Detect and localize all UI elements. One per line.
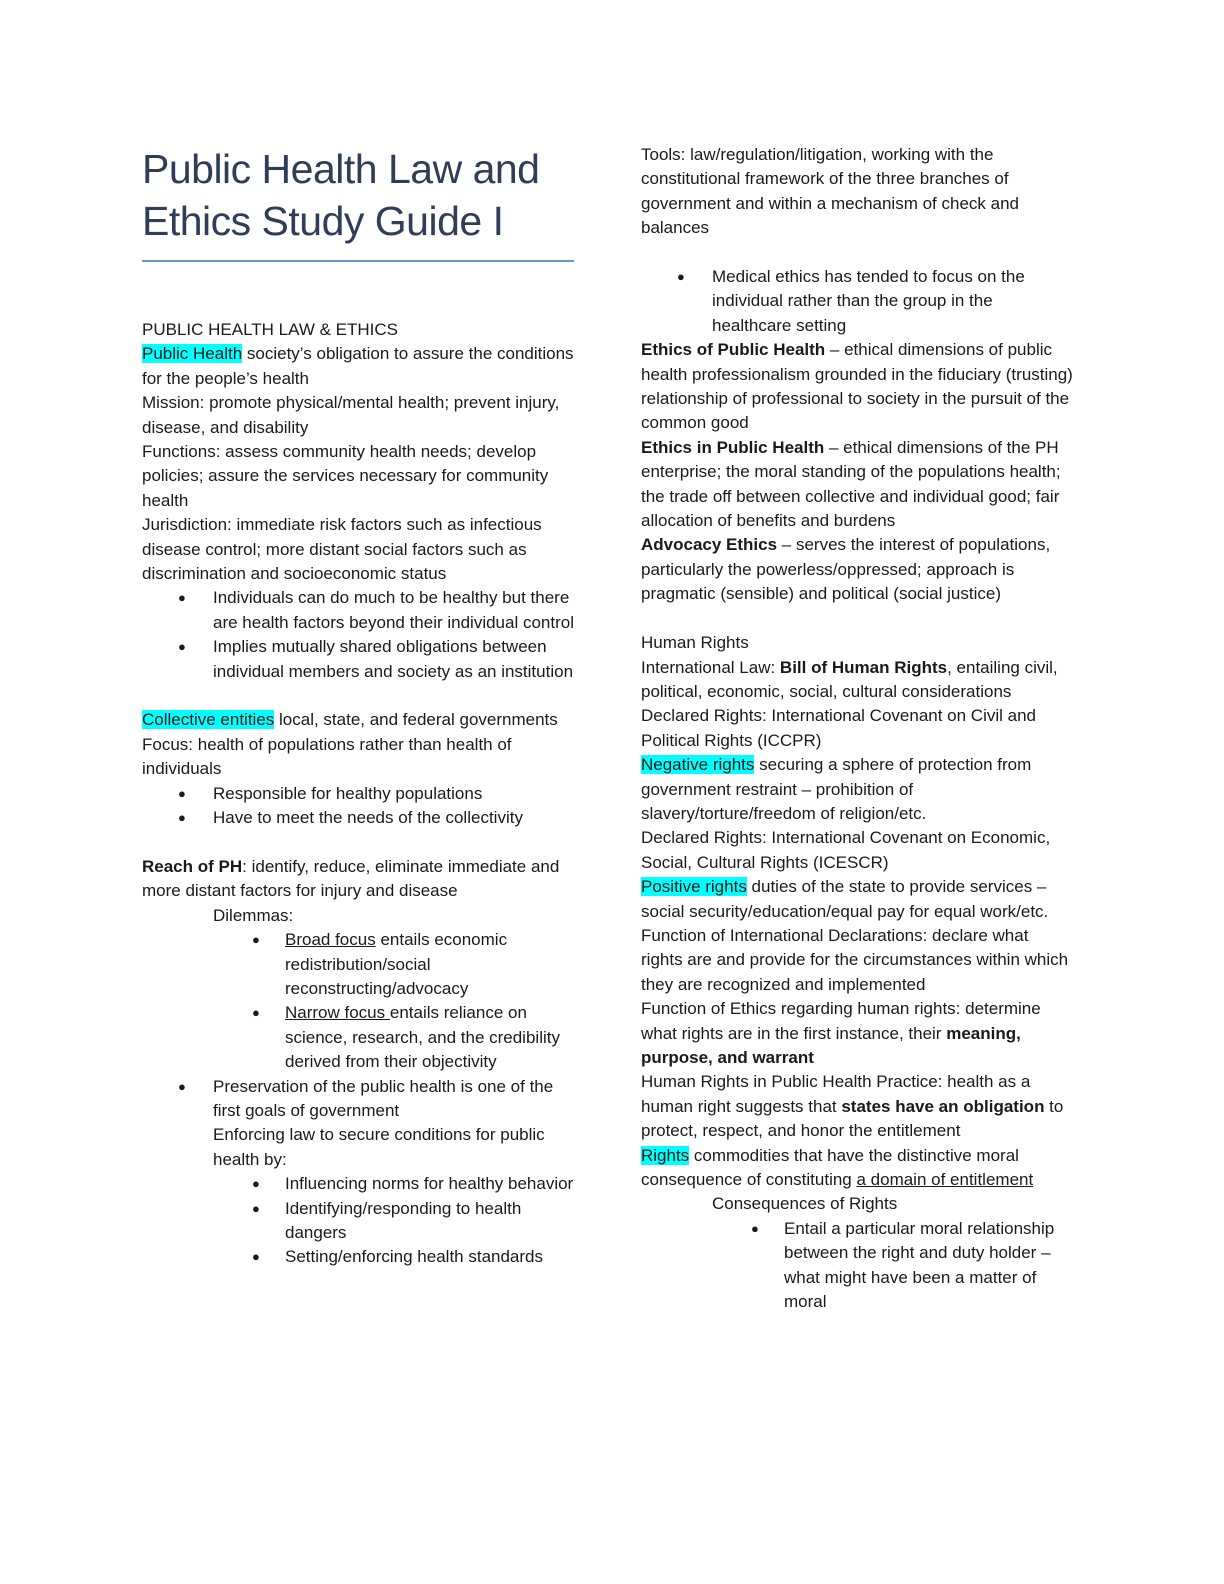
dilemma-bullets — [142, 928, 574, 1074]
dilemmas-label: Dilemmas: — [213, 905, 294, 925]
right-column — [641, 0, 1073, 1314]
list-item: ● Responsible for healthy populations — [142, 782, 574, 806]
focus-text: Focus: health of populations rather than health of individuals — [142, 734, 512, 779]
tools-text: Tools: law/regulation/litigation, working with the constitutional framework of the three branches of government and within a mechanism of check and balances — [641, 145, 1019, 238]
bullet-icon: ● — [178, 639, 186, 655]
section-heading: PUBLIC HEALTH LAW & ETHICS — [142, 320, 398, 339]
bullet-icon: ● — [178, 810, 186, 826]
rights-term: Rights — [641, 1145, 690, 1165]
list-item: ● Individuals can do much to be healthy but there are health factors beyond their individual control — [178, 588, 574, 632]
ethics-of-public-health-definition: Ethics of Public Health – ethical dimensions of public health professionalism grounded in the fiduciary (trusting) relationship of professional to society in the pursuit of the common good — [641, 340, 1073, 433]
negative-rights-definition: Negative rights securing a sphere of protection from government restraint – prohibition of slavery/torture/freedom of religion/etc. — [641, 755, 1032, 823]
collective-bullets — [142, 782, 574, 831]
human-rights-heading: Human Rights — [641, 633, 749, 653]
list-item: ● Broad focus entails economic redistribution/social reconstructing/advocacy — [252, 930, 508, 998]
bullet-icon: ● — [252, 1005, 260, 1021]
bullet-icon: ● — [751, 1220, 759, 1236]
bullet-icon: ● — [252, 1200, 260, 1216]
bullet-icon: ● — [252, 932, 260, 948]
jurisdiction-text: Jurisdiction: immediate risk factors such as infectious disease control; more distant social factors such as discrimination and socioeconomic status — [142, 515, 542, 584]
left-column — [142, 0, 574, 1270]
function-ethics-text: Function of Ethics regarding human rights: determine what rights are in the first instance, their meaning, purpose, and warrant — [641, 999, 1041, 1067]
list-item: ● Identifying/responding to health dangers — [252, 1198, 522, 1242]
ethics-in-public-health-definition: Ethics in Public Health – ethical dimensions of the PH enterprise; the moral standing of the populations health; the trade off between collective and individual good; fair allocation of benefits and burdens — [641, 437, 1061, 531]
collective-entities-definition: Collective entities local, state, and federal governments — [142, 710, 558, 730]
function-declarations-text: Function of International Declarations: declare what rights are and provide for the circumstances within which they are recognized and implemented — [641, 925, 1069, 994]
document-title: Public Health Law and Ethics Study Guide I — [142, 146, 540, 244]
declared-rights-iccpr: Declared Rights: International Covenant on Civil and Political Rights (ICCPR) — [641, 706, 1037, 750]
medical-ethics-bullets — [641, 265, 1073, 338]
list-item: ● Narrow focus entails reliance on science, research, and the credibility derived from their objectivity — [252, 1003, 560, 1072]
rights-definition: Rights commodities that have the distinctive moral consequence of constituting a domain of entitlement — [641, 1145, 1034, 1190]
individual-bullets — [142, 586, 574, 684]
enforcing-bullets — [142, 1172, 574, 1270]
declared-rights-icescr: Declared Rights: International Covenant on Economic, Social, Cultural Rights (ICESCR) — [641, 828, 1051, 872]
collective-entities-term: Collective entities — [142, 710, 275, 730]
bullet-icon: ● — [252, 1176, 260, 1192]
list-item: ● Entail a particular moral relationship between the right and duty holder – what might have been a matter of moral — [751, 1218, 1055, 1312]
list-item: ● Implies mutually shared obligations between individual members and society as an institution — [178, 637, 574, 681]
public-health-term: Public Health — [142, 344, 243, 364]
consequences-label: Consequences of Rights — [712, 1194, 898, 1214]
positive-rights-definition: Positive rights duties of the state to provide services – social security/education/equal pay for equal work/etc. — [641, 877, 1049, 921]
bullet-icon: ● — [677, 269, 685, 285]
bullet-icon: ● — [178, 1078, 186, 1094]
reach-of-ph-definition: Reach of PH: identify, reduce, eliminate immediate and more distant factors for injury and disease — [142, 856, 560, 901]
public-health-definition: Public Health society’s obligation to assure the conditions for the people’s health — [142, 344, 574, 388]
enforcing-text: Enforcing law to secure conditions for public health by: — [213, 1125, 545, 1169]
consequences-bullets — [641, 1217, 1073, 1315]
advocacy-ethics-definition: Advocacy Ethics – serves the interest of populations, particularly the powerless/oppressed; approach is pragmatic (sensible) and political (social justice) — [641, 535, 1051, 604]
preservation-bullets — [142, 1075, 574, 1124]
human-rights-practice-text: Human Rights in Public Health Practice: health as a human right suggests that states have an obligation to protect, respect, and honor the entitlement — [641, 1072, 1064, 1141]
list-item: ● Have to meet the needs of the collectivity — [142, 806, 574, 830]
bullet-icon: ● — [252, 1249, 260, 1265]
list-item: ● Preservation of the public health is one of the first goals of government — [178, 1076, 554, 1120]
reach-of-ph-term: Reach of PH — [142, 856, 243, 876]
mission-text: Mission: promote physical/mental health; prevent injury, disease, and disability — [142, 393, 560, 437]
bullet-icon: ● — [178, 785, 186, 801]
functions-text: Functions: assess community health needs; develop policies; assure the services necessary for community health — [142, 442, 549, 510]
positive-rights-term: Positive rights — [641, 877, 747, 897]
international-law-text: International Law: Bill of Human Rights, entailing civil, political, economic, social, cultural considerations — [641, 657, 1058, 701]
negative-rights-term: Negative rights — [641, 755, 755, 775]
bullet-icon: ● — [178, 590, 186, 606]
list-item: ● Influencing norms for healthy behavior — [142, 1172, 574, 1196]
list-item: ● Medical ethics has tended to focus on the individual rather than the group in the healthcare setting — [677, 267, 1025, 335]
list-item: ● Setting/enforcing health standards — [142, 1245, 574, 1269]
